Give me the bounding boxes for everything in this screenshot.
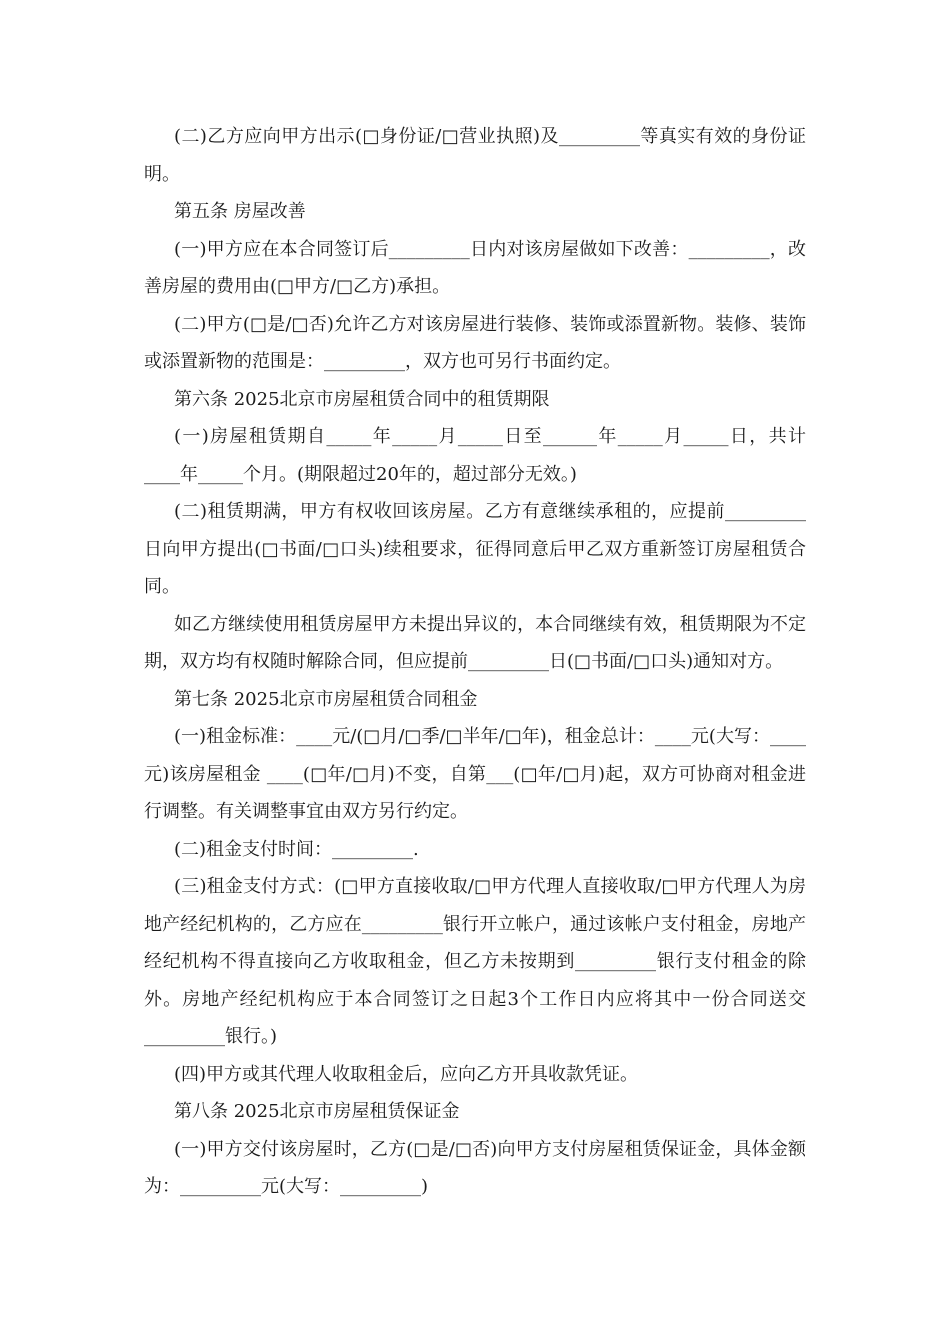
article-5-heading: 第五条 房屋改善 bbox=[174, 201, 306, 222]
paragraph-lease-renewal: (二)租赁期满，甲方有权收回该房屋。乙方有意继续承租的，应提前_________日向甲方提出(□书面/□口头)续租要求，征得同意后甲乙双方重新签订房屋租赁合同。 bbox=[144, 501, 806, 597]
paragraph-rent-standard: (一)租金标准：____元/(□月/□季/□半年/□年)，租金总计：____元(大写：____元)该房屋租金 ____(□年/□月)不变，自第___(□年/□月)起，双方可协商对租金进行调整。有关调整事宜由双方另行约定。 bbox=[144, 726, 806, 822]
paragraph-rent-receipt: (四)甲方或其代理人收取租金后，应向乙方开具收款凭证。 bbox=[174, 1063, 639, 1085]
paragraph-security-deposit: (一)甲方交付该房屋时，乙方(□是/□否)向甲方支付房屋租赁保证金，具体金额为：_________元(大写：_________) bbox=[144, 1138, 806, 1197]
paragraph-indefinite-term: 如乙方继续使用租赁房屋甲方未提出异议的，本合同继续有效，租赁期限为不定期，双方均有权随时解除合同，但应提前_________日(□书面/□口头)通知对方。 bbox=[144, 613, 806, 672]
article-6-heading: 第六条 2025北京市房屋租赁合同中的租赁期限 bbox=[174, 388, 550, 410]
article-7-heading: 第七条 2025北京市房屋租赁合同租金 bbox=[174, 688, 478, 710]
paragraph-rent-payment-time: (二)租金支付时间：_________. bbox=[174, 838, 419, 860]
paragraph-house-improvement: (一)甲方应在本合同签订后_________日内对该房屋做如下改善：_________，改善房屋的费用由(□甲方/□乙方)承担。 bbox=[144, 238, 806, 297]
paragraph-identity-proof: (二)乙方应向甲方出示(□身份证/□营业执照)及_________等真实有效的身份证明。 bbox=[144, 126, 806, 185]
contract-body bbox=[144, 118, 806, 1206]
paragraph-rent-payment-method: (三)租金支付方式：(□甲方直接收取/□甲方代理人直接收取/□甲方代理人为房地产经纪机构的，乙方应在_________银行开立帐户，通过该帐户支付租金，房地产经纪机构不得直接向乙方收取租金，但乙方未按期到_________银行支付租金的除外。房地产经纪机构应于本合同签订之日起3个工作日内应将其中一份合同送交_________银行。) bbox=[144, 876, 806, 1047]
paragraph-decoration-permission: (二)甲方(□是/□否)允许乙方对该房屋进行装修、装饰或添置新物。装修、装饰或添置新物的范围是：_________，双方也可另行书面约定。 bbox=[144, 313, 806, 372]
paragraph-lease-term: (一)房屋租赁期自_____年_____月_____日至______年_____月_____日，共计____年_____个月。(期限超过20年的，超过部分无效。) bbox=[144, 426, 806, 485]
article-8-heading: 第八条 2025北京市房屋租赁保证金 bbox=[174, 1101, 460, 1122]
